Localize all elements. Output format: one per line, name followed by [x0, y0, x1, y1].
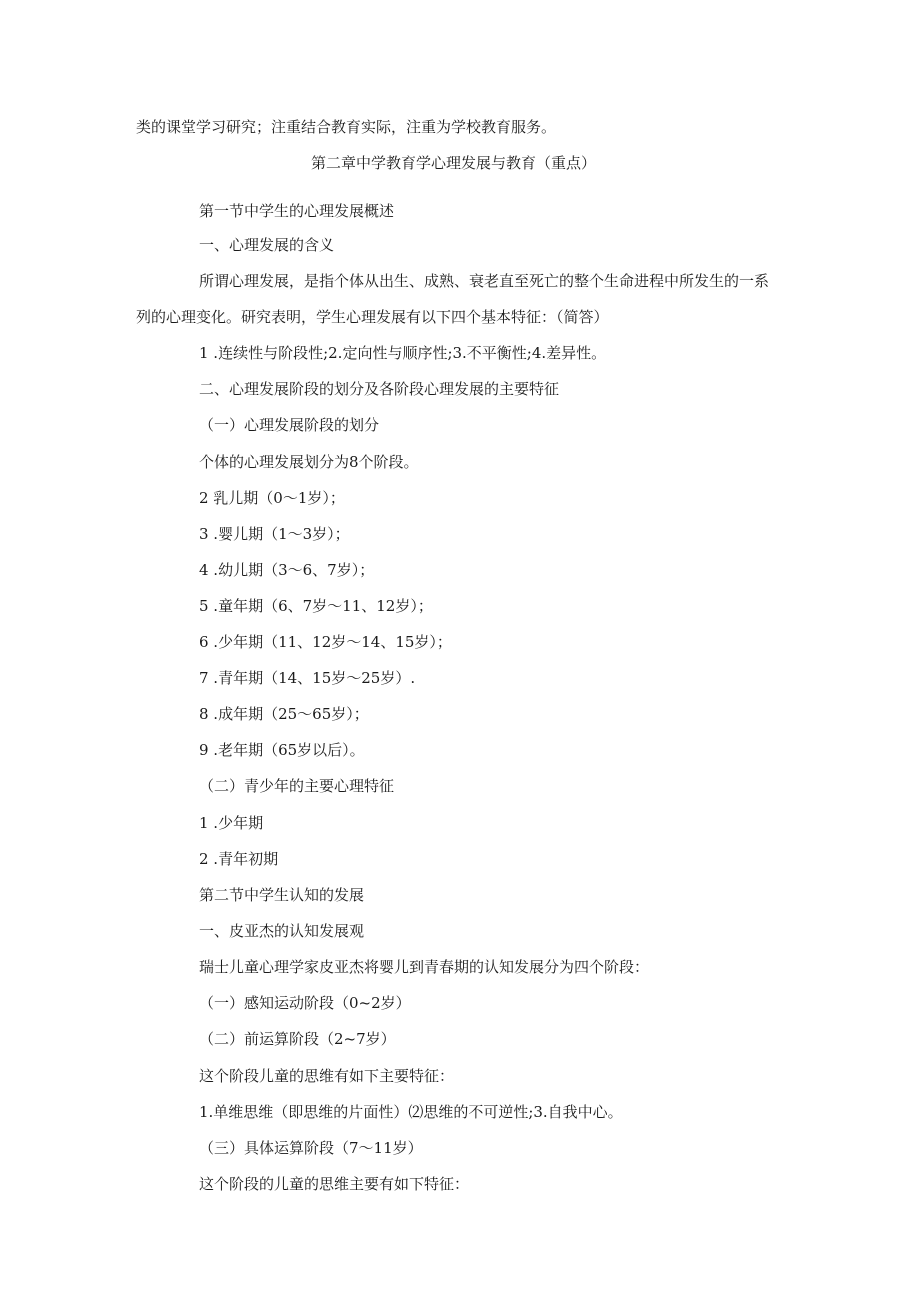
text-line: 个体的心理发展划分为8个阶段。 — [199, 453, 419, 471]
subsection-heading: （三）具体运算阶段（7～11岁） — [199, 1139, 423, 1157]
list-item: 9 .老年期（65岁以后）。 — [199, 741, 365, 759]
text-line: 这个阶段儿童的思维有如下主要特征： — [199, 1067, 455, 1085]
subsection-heading: 一、皮亚杰的认知发展观 — [199, 922, 365, 940]
list-item: 5 .童年期（6、7岁～11、12岁）； — [199, 597, 433, 615]
text-line: 所谓心理发展，是指个体从出生、成熟、衰老直至死亡的整个生命进程中所发生的一系 — [199, 272, 770, 290]
chapter-title: 第二章中学教育学心理发展与教育（重点） — [311, 154, 597, 172]
subsection-heading: （一）心理发展阶段的划分 — [199, 416, 380, 434]
subsection-heading: （二）青少年的主要心理特征 — [199, 777, 395, 795]
list-item: 4 .幼儿期（3～6、7岁）； — [199, 561, 375, 579]
list-item: 7 .青年期（14、15岁～25岁）. — [199, 669, 416, 687]
list-item: 3 .婴儿期（1～3岁）； — [199, 525, 350, 543]
section-heading: 第一节中学生的心理发展概述 — [199, 202, 395, 220]
list-item: 6 .少年期（11、12岁～14、15岁）； — [199, 633, 452, 651]
text-line: 列的心理变化。研究表明，学生心理发展有以下四个基本特征：（简答） — [136, 308, 609, 326]
list-item: 1 .少年期 — [199, 814, 264, 832]
list-item: 8 .成年期（25～65岁）； — [199, 705, 369, 723]
list-item: 2 乳儿期（0～1岁）； — [199, 489, 345, 507]
subsection-heading: 一、心理发展的含义 — [199, 236, 335, 254]
subsection-heading: （一）感知运动阶段（0~2岁） — [199, 994, 411, 1012]
section-heading: 第二节中学生认知的发展 — [199, 886, 365, 904]
list-item: 1 .连续性与阶段性;2.定向性与顺序性;3.不平衡性;4.差异性。 — [199, 344, 607, 362]
text-line: 类的课堂学习研究；注重结合教育实际，注重为学校教育服务。 — [136, 118, 557, 136]
list-item: 2 .青年初期 — [199, 850, 279, 868]
list-item: 1.单维思维（即思维的片面性）⑵思维的不可逆性;3.自我中心。 — [199, 1103, 623, 1121]
text-line: 这个阶段的儿童的思维主要有如下特征： — [199, 1175, 470, 1193]
subsection-heading: （二）前运算阶段（2~7岁） — [199, 1030, 396, 1048]
subsection-heading: 二、心理发展阶段的划分及各阶段心理发展的主要特征 — [199, 380, 560, 398]
text-line: 瑞士儿童心理学家皮亚杰将婴儿到青春期的认知发展分为四个阶段： — [199, 958, 650, 976]
